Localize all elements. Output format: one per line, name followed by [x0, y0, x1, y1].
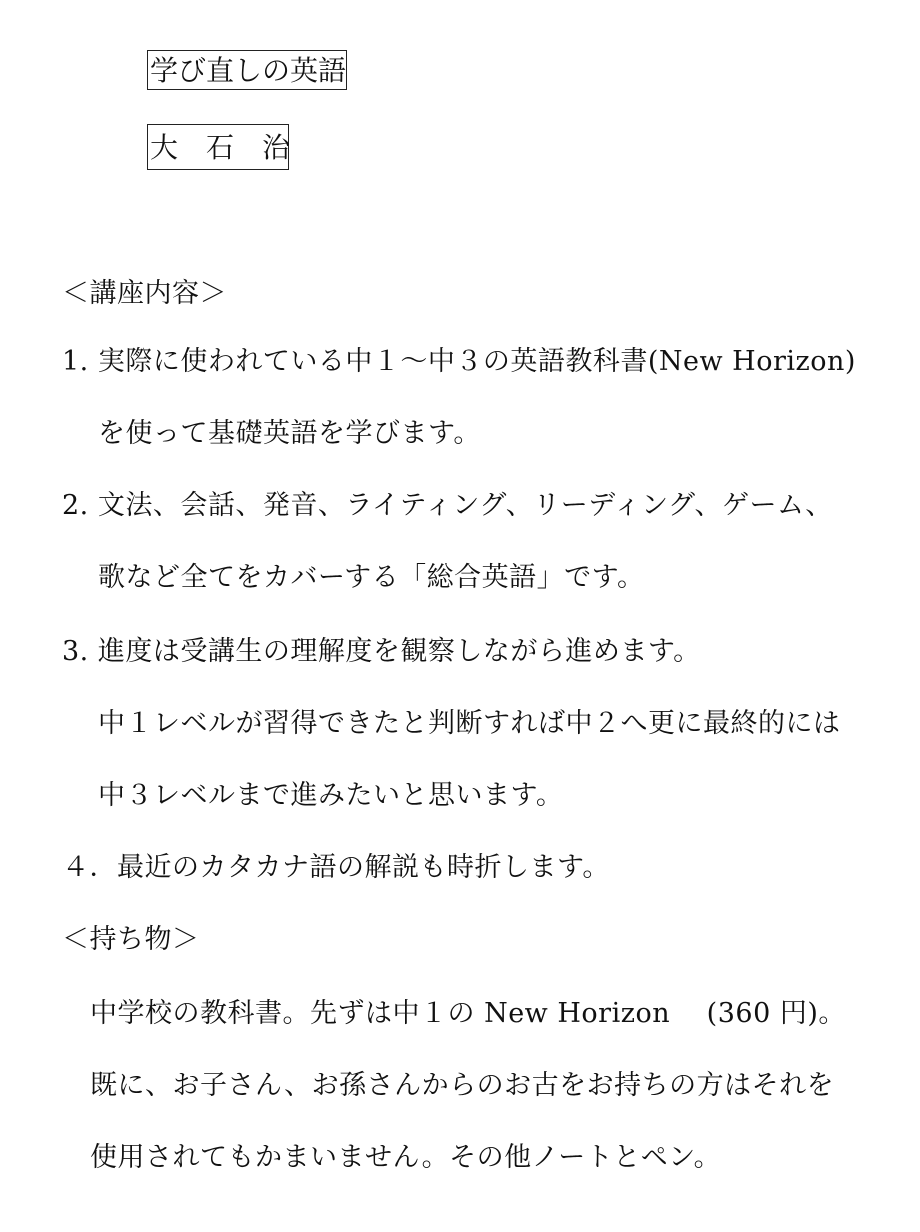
- course-content-heading: ＜講座内容＞: [62, 278, 227, 309]
- item-3-line-2: 中１レベルが習得できたと判断すれば中２へ更に最終的には: [98, 708, 841, 739]
- bring-line-2: 既に、お子さん、お孫さんからのお古をお持ちの方はそれを: [90, 1070, 835, 1101]
- document-title: 学び直しの英語: [147, 50, 347, 90]
- items-to-bring-heading: ＜持ち物＞: [62, 924, 200, 955]
- item-4-line-1: ４．最近のカタカナ語の解説も時折します。: [62, 852, 610, 883]
- item-2-line-1: 2. 文法、会話、発音、ライティング、リーディング、ゲーム、: [62, 490, 833, 521]
- bring-line-3: 使用されてもかまいません。その他ノートとペン。: [90, 1142, 722, 1173]
- item-2-line-2: 歌など全てをカバーする「総合英語」です。: [98, 562, 645, 593]
- bring-line-1: 中学校の教科書。先ずは中１の New Horizon (360 円)。: [90, 998, 846, 1029]
- item-1-line-1: 1. 実際に使われている中１～中３の英語教科書(New Horizon): [62, 346, 856, 377]
- author-name: 大 石 治: [147, 124, 289, 170]
- item-3-line-1: 3. 進度は受講生の理解度を観察しながら進めます。: [62, 636, 701, 667]
- item-3-line-3: 中３レベルまで進みたいと思います。: [98, 780, 564, 811]
- item-1-line-2: を使って基礎英語を学びます。: [98, 418, 481, 449]
